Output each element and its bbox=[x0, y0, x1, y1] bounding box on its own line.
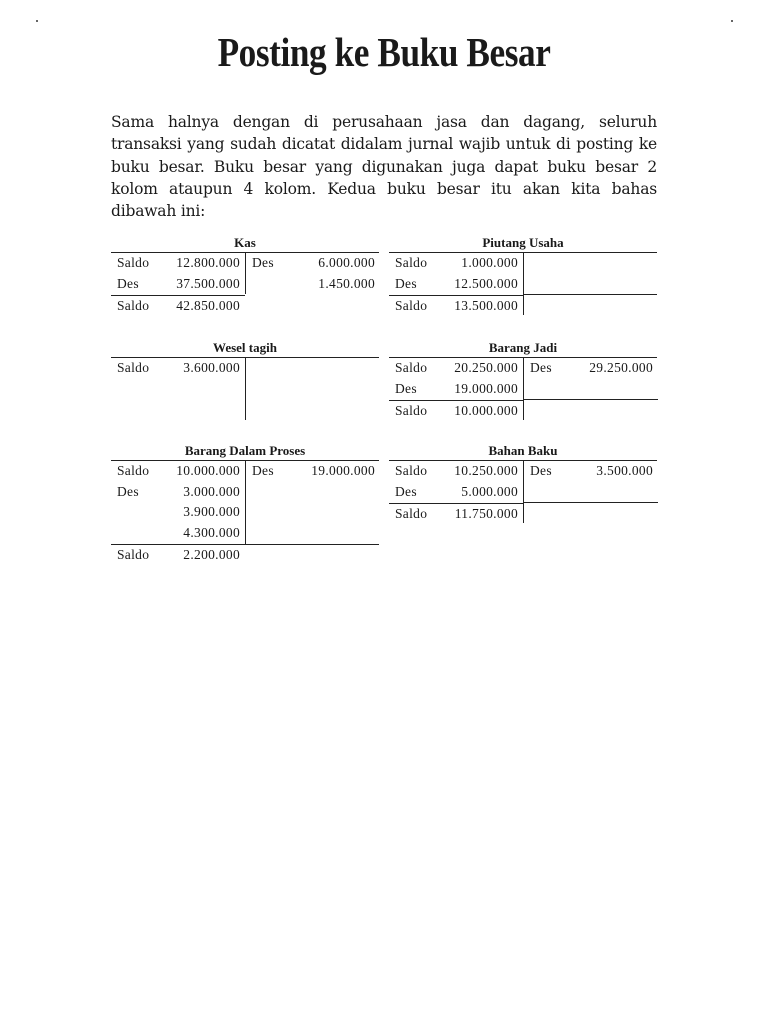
entry-label: Des bbox=[395, 275, 417, 291]
t-account-bahan-baku bbox=[389, 442, 657, 523]
credit-entry bbox=[524, 461, 658, 482]
t-account-kas bbox=[111, 234, 379, 317]
balance-row bbox=[389, 503, 523, 525]
debit-entry bbox=[389, 253, 523, 274]
entry-amount: 1.000.000 bbox=[461, 255, 518, 270]
entry-amount: 20.250.000 bbox=[454, 360, 518, 375]
entry-label: Des bbox=[530, 463, 552, 478]
entry-amount: 10.000.000 bbox=[176, 463, 240, 478]
credit-entry bbox=[246, 461, 380, 482]
entry-label: Des bbox=[252, 255, 274, 270]
debit-entry bbox=[389, 358, 523, 379]
balance-amount: 42.850.000 bbox=[176, 298, 240, 314]
entry-label: Des bbox=[530, 360, 552, 375]
debit-side bbox=[111, 358, 246, 420]
debit-entry bbox=[389, 379, 523, 400]
credit-side bbox=[246, 253, 380, 294]
debit-entry bbox=[111, 461, 245, 482]
account-body bbox=[389, 460, 657, 523]
corner-mark-right bbox=[731, 20, 733, 22]
credit-entry bbox=[246, 274, 380, 295]
account-title: Wesel tagih bbox=[213, 340, 277, 355]
intro-paragraph: Sama halnya dengan di perusahaan jasa dan dagang, seluruh transaksi yang sudah dicatat didalam jurnal wajib untuk di posting ke buku besar. Buku besar yang digunakan juga dapat buku besar 2 kolom ataupun 4 kolom. Kedua buku besar itu akan kita bahas dibawah ini: bbox=[111, 113, 657, 221]
entry-label bbox=[111, 523, 161, 544]
entry-amount: 19.000.000 bbox=[311, 463, 375, 478]
balance-row bbox=[389, 400, 523, 422]
entry-amount: 3.600.000 bbox=[183, 360, 240, 375]
account-body bbox=[111, 460, 379, 544]
debit-entry bbox=[111, 274, 245, 295]
credit-side bbox=[524, 358, 658, 420]
entry-amount: 10.250.000 bbox=[454, 463, 518, 478]
account-title: Piutang Usaha bbox=[482, 235, 564, 250]
entry-amount: 37.500.000 bbox=[176, 275, 240, 291]
account-title: Barang Dalam Proses bbox=[184, 443, 306, 458]
t-account-piutang-usaha bbox=[389, 234, 657, 315]
entry-label: Des bbox=[117, 483, 139, 499]
entry-amount: 1.450.000 bbox=[318, 275, 375, 291]
account-body bbox=[389, 252, 657, 315]
entry-label: Des bbox=[117, 275, 139, 291]
debit-side bbox=[389, 461, 524, 523]
entry-amount: 12.800.000 bbox=[176, 255, 240, 270]
debit-entry bbox=[111, 358, 245, 379]
entry-label bbox=[246, 274, 296, 295]
account-body bbox=[389, 357, 657, 420]
t-account-wesel-tagih bbox=[111, 339, 379, 420]
account-body bbox=[111, 357, 379, 420]
debit-entry bbox=[389, 482, 523, 503]
debit-entry bbox=[111, 482, 245, 503]
entry-amount: 12.500.000 bbox=[454, 275, 518, 291]
t-account-barang-jadi bbox=[389, 339, 657, 420]
balance-row bbox=[111, 295, 245, 317]
entry-amount: 29.250.000 bbox=[589, 360, 653, 375]
entry-amount: 19.000.000 bbox=[454, 380, 518, 396]
credit-side bbox=[524, 461, 658, 523]
entry-label: Saldo bbox=[395, 255, 428, 270]
debit-side bbox=[389, 253, 524, 315]
credit-entry bbox=[246, 253, 380, 274]
page-title: Posting ke Buku Besar bbox=[217, 29, 551, 75]
account-body bbox=[111, 252, 379, 294]
entry-amount: 3.000.000 bbox=[183, 483, 240, 499]
debit-entry bbox=[111, 253, 245, 274]
balance-amount: 13.500.000 bbox=[454, 298, 518, 314]
balance-amount: 11.750.000 bbox=[454, 506, 518, 522]
balance-label: Saldo bbox=[117, 298, 150, 314]
entry-label: Des bbox=[395, 483, 417, 499]
balance-label: Saldo bbox=[395, 403, 428, 419]
balance-label: Saldo bbox=[395, 506, 428, 522]
debit-entry bbox=[111, 502, 245, 523]
entry-label: Saldo bbox=[395, 360, 428, 375]
account-title: Bahan Baku bbox=[488, 443, 558, 458]
entry-label: Des bbox=[395, 380, 417, 396]
entry-label: Des bbox=[252, 463, 274, 478]
credit-entry bbox=[524, 358, 658, 379]
entry-amount: 3.900.000 bbox=[183, 504, 240, 520]
debit-side bbox=[111, 461, 246, 544]
account-title: Barang Jadi bbox=[488, 340, 558, 355]
balance-label: Saldo bbox=[117, 547, 150, 562]
entry-label: Saldo bbox=[117, 463, 150, 478]
debit-side bbox=[111, 253, 246, 294]
account-title: Kas bbox=[234, 235, 256, 250]
debit-side bbox=[389, 358, 524, 420]
balance-label: Saldo bbox=[395, 298, 428, 314]
balance-row bbox=[389, 295, 523, 317]
credit-side bbox=[246, 461, 380, 544]
debit-entry bbox=[111, 523, 245, 544]
entry-label: Saldo bbox=[117, 255, 150, 270]
entry-amount: 4.300.000 bbox=[183, 524, 240, 540]
entry-amount: 3.500.000 bbox=[596, 463, 653, 478]
entry-label: Saldo bbox=[117, 360, 150, 375]
entry-amount: 5.000.000 bbox=[461, 483, 518, 499]
debit-entry bbox=[389, 274, 523, 295]
credit-side bbox=[246, 358, 379, 420]
t-account-barang-dalam-proses bbox=[111, 442, 379, 566]
credit-side bbox=[524, 253, 657, 315]
corner-mark-left bbox=[36, 20, 38, 22]
entry-label: Saldo bbox=[395, 463, 428, 478]
entry-amount: 6.000.000 bbox=[318, 255, 375, 270]
balance-amount: 10.000.000 bbox=[454, 403, 518, 419]
entry-label bbox=[111, 502, 161, 523]
debit-entry bbox=[389, 461, 523, 482]
balance-amount: 2.200.000 bbox=[183, 547, 240, 562]
balance-row bbox=[111, 545, 245, 566]
